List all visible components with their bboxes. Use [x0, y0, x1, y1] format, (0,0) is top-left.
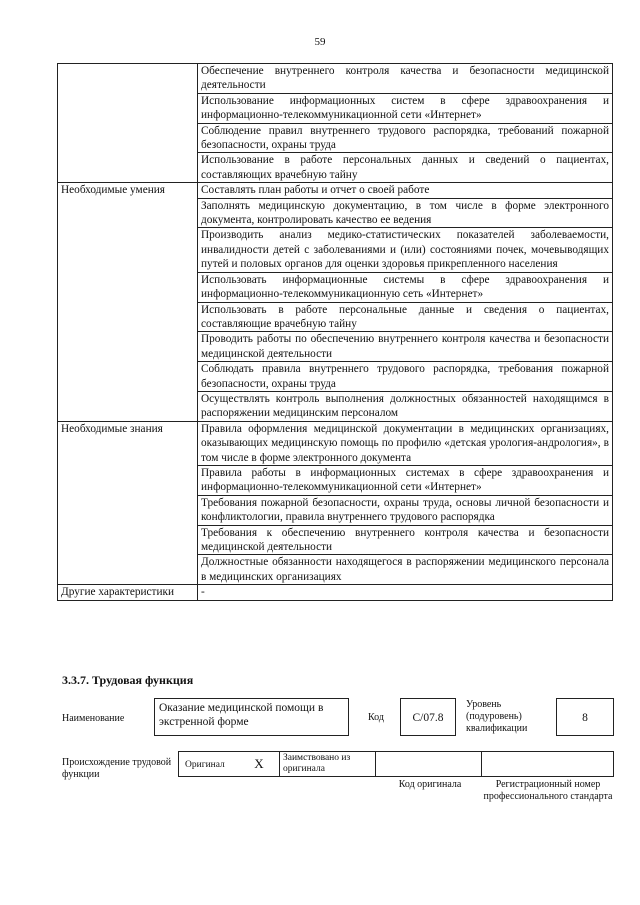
row-description: Должностные обязанности находящегося в распоряжении медицинского персонала в медицинских организациях — [198, 555, 613, 585]
section-title: 3.3.7. Трудовая функция — [62, 673, 194, 687]
origin-label: Происхождение трудовой функции — [62, 757, 172, 780]
code-value: C/07.8 — [400, 698, 456, 736]
table-row — [58, 183, 613, 198]
row-description: Правила работы в информационных системах в сфере здравоохранения и информационно-телекоммуникационной сети «Интернет» — [198, 465, 613, 495]
row-description: Заполнять медицинскую документацию, в том числе в форме электронного документа, контролировать качество ее ведения — [198, 198, 613, 228]
table-row — [58, 421, 613, 465]
row-description: Осуществлять контроль выполнения должностных обязанностей находящимся в распоряжении медицинским персоналом — [198, 391, 613, 421]
code-label: Код — [368, 712, 384, 723]
row-description: Использование информационных систем в сфере здравоохранения и информационно-телекоммуникационной сети «Интернет» — [198, 93, 613, 123]
name-label: Наименование — [62, 713, 125, 724]
level-value: 8 — [556, 698, 614, 736]
requirements-table — [57, 63, 613, 601]
row-label: Необходимые знания — [58, 421, 198, 584]
row-description: Использовать информационные системы в сфере здравоохранения и информационно-телекоммуникационную сеть «Интернет» — [198, 272, 613, 302]
original-mark: X — [239, 752, 280, 776]
borrowed-label: Заимствовано из оригинала — [283, 753, 351, 774]
table-row — [58, 64, 613, 94]
row-description: Соблюдение правил внутреннего трудового распорядка, требований пожарной безопасности, охраны труда — [198, 123, 613, 153]
level-label: Уровень (подуровень) квалификации — [466, 699, 528, 734]
row-description: - — [198, 585, 613, 600]
divider — [481, 752, 482, 776]
page-number: 59 — [314, 36, 326, 48]
row-description: Составлять план работы и отчет о своей работе — [198, 183, 613, 198]
row-description: Проводить работы по обеспечению внутреннего контроля качества и безопасности медицинской деятельности — [198, 332, 613, 362]
row-label: Другие характеристики — [58, 585, 198, 600]
row-description: Правила оформления медицинской документации в медицинских организациях, оказывающих медицинскую помощь по профилю «детская урология-андрология», в том числе в форме электронного документа — [198, 421, 613, 465]
divider — [375, 752, 376, 776]
table-row — [58, 585, 613, 600]
origin-box — [178, 751, 614, 777]
row-description: Требования к обеспечению внутреннего контроля качества и безопасности медицинской деятельности — [198, 525, 613, 555]
original-label: Оригинал — [185, 760, 225, 770]
row-description: Обеспечение внутреннего контроля качества и безопасности медицинской деятельности — [198, 64, 613, 94]
row-description: Производить анализ медико-статистических показателей заболеваемости, инвалидности детей с заболеваниями и (или) состояниями почек, мочевыводящих путей и половых органов для оценки здоровья прикрепленного населения — [198, 228, 613, 272]
reg-number-label: Регистрационный номер профессионального стандарта — [483, 779, 613, 802]
row-label — [58, 64, 198, 183]
row-description: Требования пожарной безопасности, охраны труда, основы личной безопасности и конфликтологии, правила внутреннего трудового распорядка — [198, 495, 613, 525]
code-original-label: Код оригинала — [398, 779, 462, 790]
row-description: Использовать в работе персональные данные и сведения о пациентах, составляющие врачебную тайну — [198, 302, 613, 332]
row-label: Необходимые умения — [58, 183, 198, 422]
row-description: Использование в работе персональных данных и сведений о пациентах, составляющих врачебную тайну — [198, 153, 613, 183]
row-description: Соблюдать правила внутреннего трудового распорядка, требования пожарной безопасности, охраны труда — [198, 362, 613, 392]
name-value: Оказание медицинской помощи в экстренной форме — [154, 698, 349, 736]
